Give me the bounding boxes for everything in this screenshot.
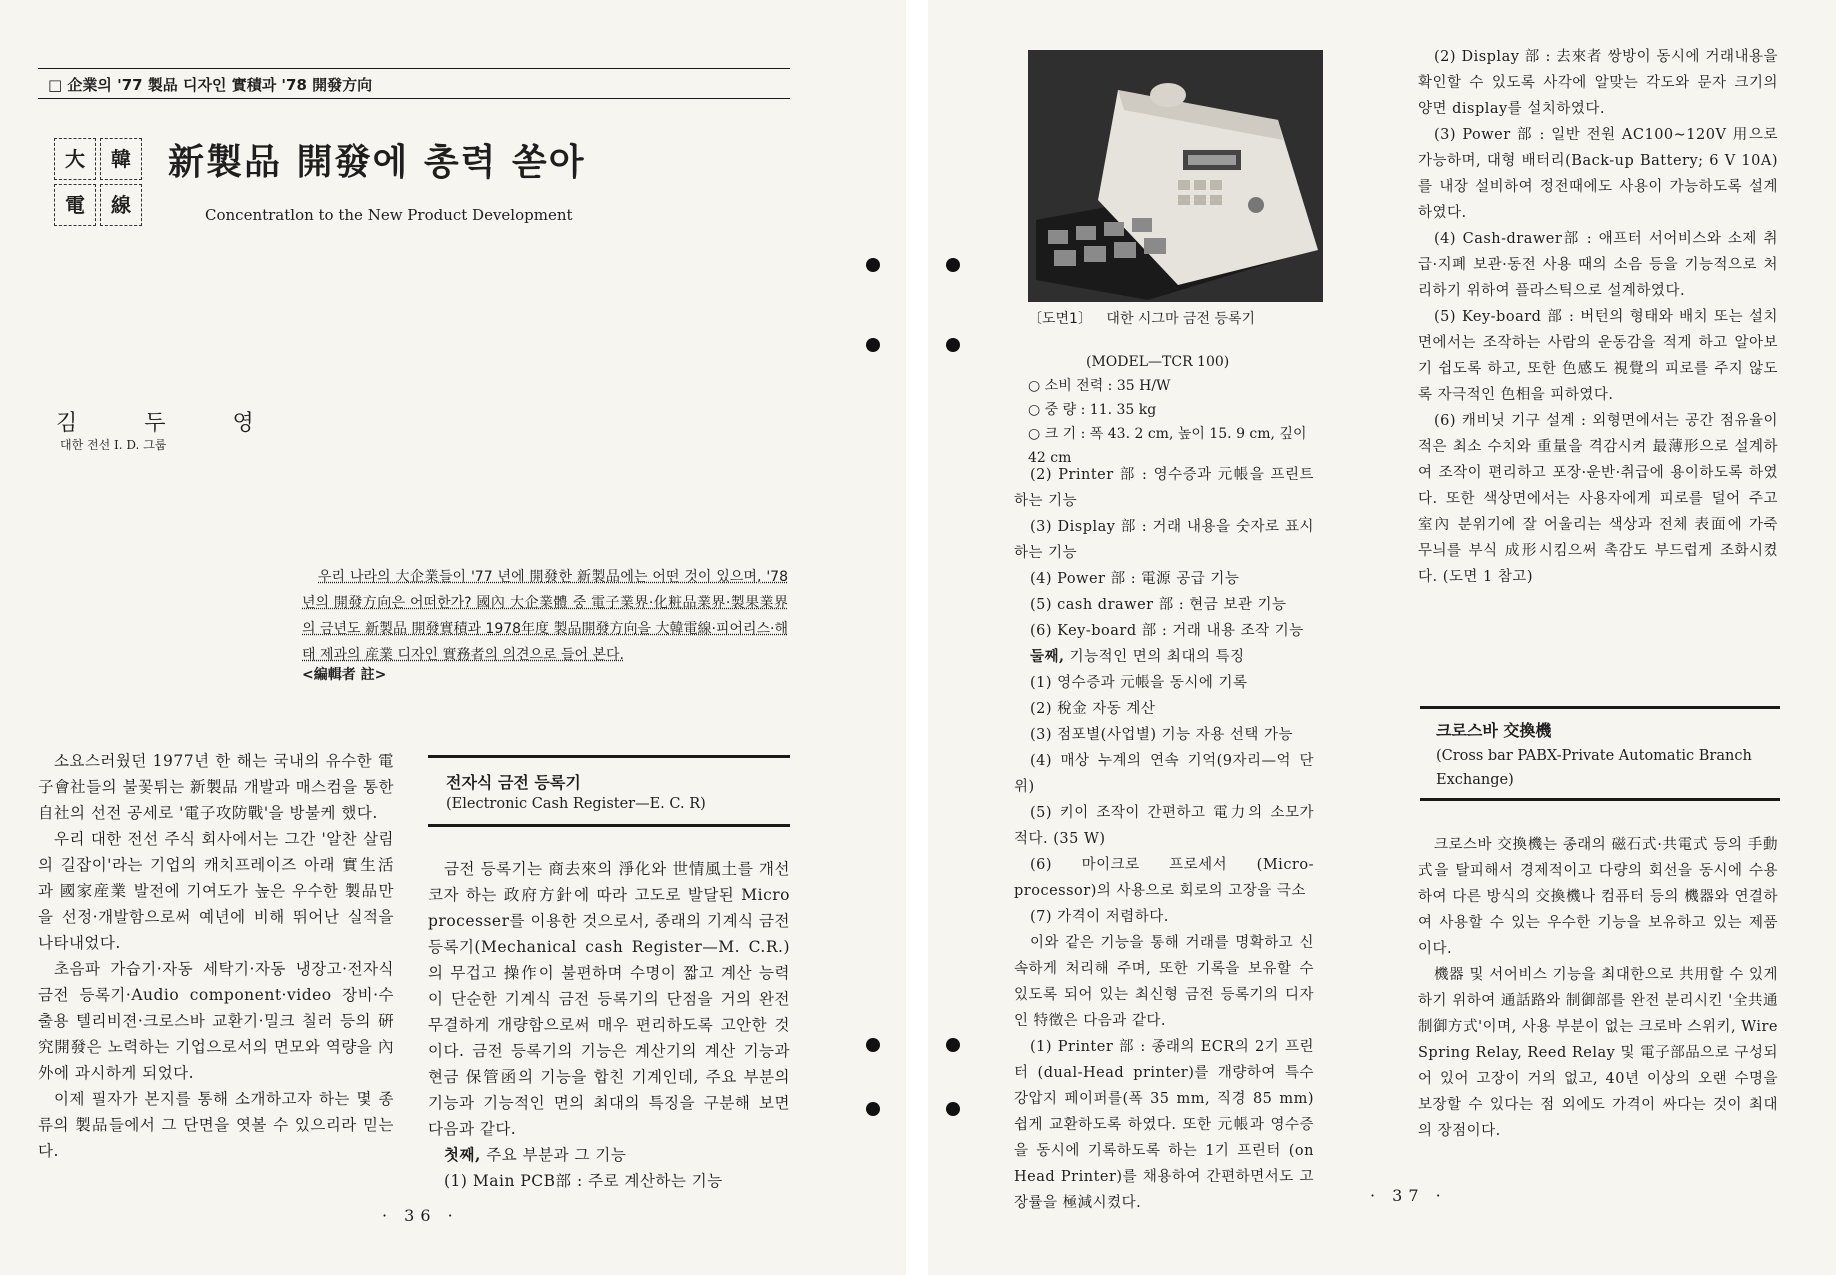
photo-caption [1028, 308, 1255, 328]
spec-value: : 폭 43. 2 cm, 높이 15. 9 cm, 깊이 42 cm [1028, 426, 1307, 466]
cash-register-photo [1028, 50, 1323, 302]
photo-caption-label: 〔도면1〕 [1028, 311, 1092, 327]
component-line: (2) Printer 部 : 영수증과 元帳을 프린트하는 기능 [1014, 467, 1314, 509]
printer-design: (1) Printer 部 : 종래의 ECR의 2기 프린터 (dual-Head printer)를 개량하여 특수 강압지 페이퍼를(폭 35 mm, 직경 85 mm) 쉽게 교환하도록 하였다. 또한 元帳과 영수증을 동시에 기록하도록 하는 1기 프린터 (on Head Printer)를 채용하여 간편하면서도 고장률을 極減시켰다. [1014, 1039, 1314, 1211]
company-char-2: 韓 [100, 138, 142, 180]
left-page [0, 0, 906, 1275]
design-paragraph: (4) Cash-drawer部 : 애프터 서어비스와 소제 취급·지폐 보관·동전 사용 때의 소음 등을 기능적으로 처리하기 위하여 플라스틱으로 설계하였다. [1418, 231, 1778, 299]
spec-list [1028, 374, 1328, 470]
company-char-4: 線 [100, 184, 142, 226]
spec-row [1028, 398, 1328, 422]
col2-item-1: (1) Main PCB部 : 주로 계산하는 기능 [444, 1172, 723, 1190]
design-paragraph: (5) Key-board 部 : 버턴의 형태와 배치 또는 설치면에서는 조작하는 사람의 운동감을 적게 하고 알아보기 쉽도록 하고, 또한 色感도 視覺의 피로를 주지 않도록 자극적인 色相을 피하였다. [1418, 309, 1778, 403]
feature-line: (4) 매상 누계의 연속 기억(9자리—억 단위) [1014, 753, 1314, 795]
spec-label: ○ 소비 전력 [1028, 378, 1104, 394]
model-name: (MODEL—TCR 100) [1086, 354, 1230, 370]
ecr-heading: 전자식 금전 등록기 [446, 773, 581, 792]
right-page [928, 0, 1836, 1275]
editor-note: 우리 나라의 大企業들이 '77 년에 開發한 新製品에는 어떤 것이 있으며, '78 년의 開發方向은 어떠한가? 國內 大企業體 중 電子業界·化粧品業界·製果業界의 금년도 新製品 開發實積과 1978年度 製品開發方向을 大韓電線·피어리스·해태 제과의 産業 디자인 實務者의 의견으로 들어 본다. [302, 569, 788, 663]
design-paragraph: (6) 캐비닛 기구 설계 : 외형면에서는 공간 점유율이 적은 최소 수치와 重量을 격감시켜 最薄形으로 설계하여 조작이 편리하고 포장·운반·취급에 용이하도록 하였다. 또한 색상면에서는 사용자에게 피로를 덜어 주고 室內 분위기에 잘 어울리는 색상과 전체 表面에 가죽 무늬를 부식 成形시킴으써 촉감도 부드럽게 조화시켰다. (도면 1 참고) [1418, 413, 1778, 585]
binder-hole-icon [866, 338, 880, 352]
binder-hole-icon [946, 258, 960, 272]
article-title: 新製品 開發에 총력 쏟아 [168, 141, 586, 183]
binder-hole-icon [946, 338, 960, 352]
col1-paragraph: 초음파 가습기·자동 세탁기·자동 냉장고·전자식 금전 등록기·Audio component·video 장비·수출용 텔리비젼·크로스바 교환기·밀크 칠러 등의 硏究開發은 노력하는 기업으로서의 면모와 역량을 內外에 과시하게 되었다. [38, 960, 394, 1082]
spec-row [1028, 374, 1328, 398]
spread-gutter [906, 0, 928, 1275]
column-1 [38, 748, 394, 1164]
col2-first-label: 첫째, [444, 1145, 481, 1164]
col1-paragraph: 이제 필자가 본지를 통해 소개하고자 하는 몇 종류의 製品들에서 그 단면을 엿볼 수 있으리라 믿는다. [38, 1090, 394, 1160]
feature-line: (3) 점포별(사업별) 기능 자용 선택 가능 [1030, 727, 1293, 743]
company-char-3: 電 [54, 184, 96, 226]
crossbar-paragraph: 크로스바 交換機는 종래의 磁石式·共電式 등의 手動式을 탈피해서 경제적이고 다량의 회선을 동시에 수용하여 다른 방식의 交換機나 컴퓨터 등의 機器와 연결하여 사용할 수 있는 우수한 기능을 보유하고 있는 제품이다. [1418, 837, 1778, 957]
column-2 [428, 856, 790, 1194]
ecr-subheading: (Electronic Cash Register—E. C. R) [446, 796, 706, 812]
design-intro: 이와 같은 기능을 통해 거래를 명확하고 신속하게 처리해 주며, 또한 기록을 보유할 수 있도록 되어 있는 최신형 금전 등록기의 디자인 特徵은 다음과 같다. [1014, 935, 1314, 1029]
component-line: (3) Display 部 : 거래 내용을 숫자로 표시하는 기능 [1014, 519, 1314, 561]
editor-signature: <編輯者 註> [302, 667, 387, 683]
crossbar-paragraph: 機器 및 서어비스 기능을 최대한으로 共用할 수 있게 하기 위하여 通話路와 制御部를 완전 분리시킨 '全共通 制御方式'이며, 사용 부분이 없는 크로바 스위키, Wire Spring Relay, Reed Relay 및 電子部品으로 구성되어 있어 고장이 거의 없고, 40년 이상의 오랜 수명을 보장할 수 있다는 점 외에도 가격이 싸다는 것이 최대의 장점이다. [1418, 967, 1778, 1139]
ecr-heading-rule-bottom [428, 824, 790, 827]
binder-hole-icon [866, 1102, 880, 1116]
author-name: 김 두 영 [56, 411, 284, 436]
company-char-1: 大 [54, 138, 96, 180]
design-paragraph: (2) Display 部 : 去來者 쌍방이 동시에 거래내용을 확인할 수 있도록 사각에 알맞는 각도와 문자 크기의 양면 display를 설치하였다. [1418, 49, 1778, 117]
crossbar-heading: 크로스바 交換機 [1436, 721, 1552, 740]
cash-register-illustration [1028, 50, 1323, 302]
right-column-2 [1418, 44, 1778, 590]
binder-hole-icon [946, 1102, 960, 1116]
spec-value: : 11. 35 kg [1080, 402, 1157, 418]
crossbar-heading-rule-bottom [1420, 798, 1780, 801]
col2-paragraph: 금전 등록기는 商去來의 淨化와 世情風土를 개선코자 하는 政府方針에 따라 고도로 발달된 Micro processer를 이용한 것으로서, 종래의 기계식 금전 등록기(Mechanical cash Register—M. C.R.)의 무겁고 操作이 불편하며 수명이 짧고 계산 능력이 단순한 기계식 금전 등록기의 단점을 거의 완전 무결하게 개량함으로써 매우 편리하도록 고안한 것이다. 금전 등록기의 기능은 계산기의 계산 기능과 현금 保管函의 기능을 합친 기계인데, 주요 부분의 기능과 기능적인 면의 최대의 특징을 구분해 보면 다음과 같다. [428, 860, 790, 1138]
col2-first-point [428, 1142, 790, 1168]
feature-line: (7) 가격이 저렴하다. [1030, 909, 1169, 925]
feature-line: (6) 마이크로 프로세서 (Micro-processor)의 사용으로 회로의 고장을 극소 [1014, 857, 1314, 899]
design-paragraph: (3) Power 部 : 일반 전원 AC100∼120V 用으로 가능하며, 대형 배터리(Back-up Battery; 6 V 10A)를 내장 설비하여 정전때에도 사용이 가능하도록 설계하였다. [1418, 127, 1778, 221]
crossbar-subheading: (Cross bar PABX-Private Automatic Branch Exchange) [1436, 748, 1752, 788]
component-line: (6) Key-board 部 : 거래 내용 조작 기능 [1030, 623, 1304, 639]
spec-label: ○ 크 기 [1028, 426, 1077, 442]
header-rule-top [38, 68, 790, 69]
feature-line: (5) 키이 조작이 간편하고 電力의 소모가 적다. (35 W) [1014, 805, 1314, 847]
component-line: (4) Power 部 : 電源 공급 기능 [1030, 571, 1240, 587]
article-subtitle: Concentratlon to the New Product Development [205, 206, 573, 224]
col1-paragraph: 우리 대한 전선 주식 회사에서는 그간 '알찬 살림의 길잡이'라는 기업의 캐치프레이즈 아래 實生活과 國家産業 발전에 기여도가 높은 우수한 製品만을 선정·개발함으로써 예년에 비해 뛰어난 실적을 나타내었다. [38, 830, 394, 952]
header-rule-bottom [38, 98, 790, 99]
series-header: □ 企業의 '77 製品 디자인 實積과 '78 開發方向 [48, 76, 373, 94]
second-point [1014, 644, 1314, 670]
component-line: (5) cash drawer 部 : 현금 보관 기능 [1030, 597, 1287, 613]
binder-hole-icon [946, 1038, 960, 1052]
page-number-right: · 37 · [1370, 1186, 1447, 1205]
feature-line: (2) 稅金 자동 계산 [1030, 701, 1156, 717]
photo-caption-text: 대한 시그마 금전 등록기 [1106, 311, 1256, 327]
col2-first-text: 주요 부분과 그 기능 [486, 1146, 627, 1164]
second-label: 둘째, [1030, 648, 1065, 665]
ecr-heading-rule-top [428, 755, 790, 758]
author-affiliation: 대한 전선 I. D. 그룹 [60, 438, 167, 452]
crossbar-body [1418, 832, 1778, 1144]
binder-hole-icon [866, 258, 880, 272]
spec-value: : 35 H/W [1107, 378, 1171, 394]
page-number-left: · 36 · [382, 1206, 459, 1225]
spec-label: ○ 중 량 [1028, 402, 1077, 418]
second-text: 기능적인 면의 최대의 특징 [1069, 649, 1245, 665]
crossbar-heading-rule-top [1420, 706, 1780, 709]
col1-paragraph: 소요스러웠던 1977년 한 해는 국내의 유수한 電子會社들의 불꽃튀는 新製品 개발과 매스컴을 통한 自社의 선전 공세로 '電子攻防戰'을 방불케 했다. [38, 752, 394, 822]
binder-hole-icon [866, 1038, 880, 1052]
right-column-1 [1014, 462, 1314, 1216]
feature-line: (1) 영수증과 元帳을 동시에 기록 [1030, 675, 1248, 691]
